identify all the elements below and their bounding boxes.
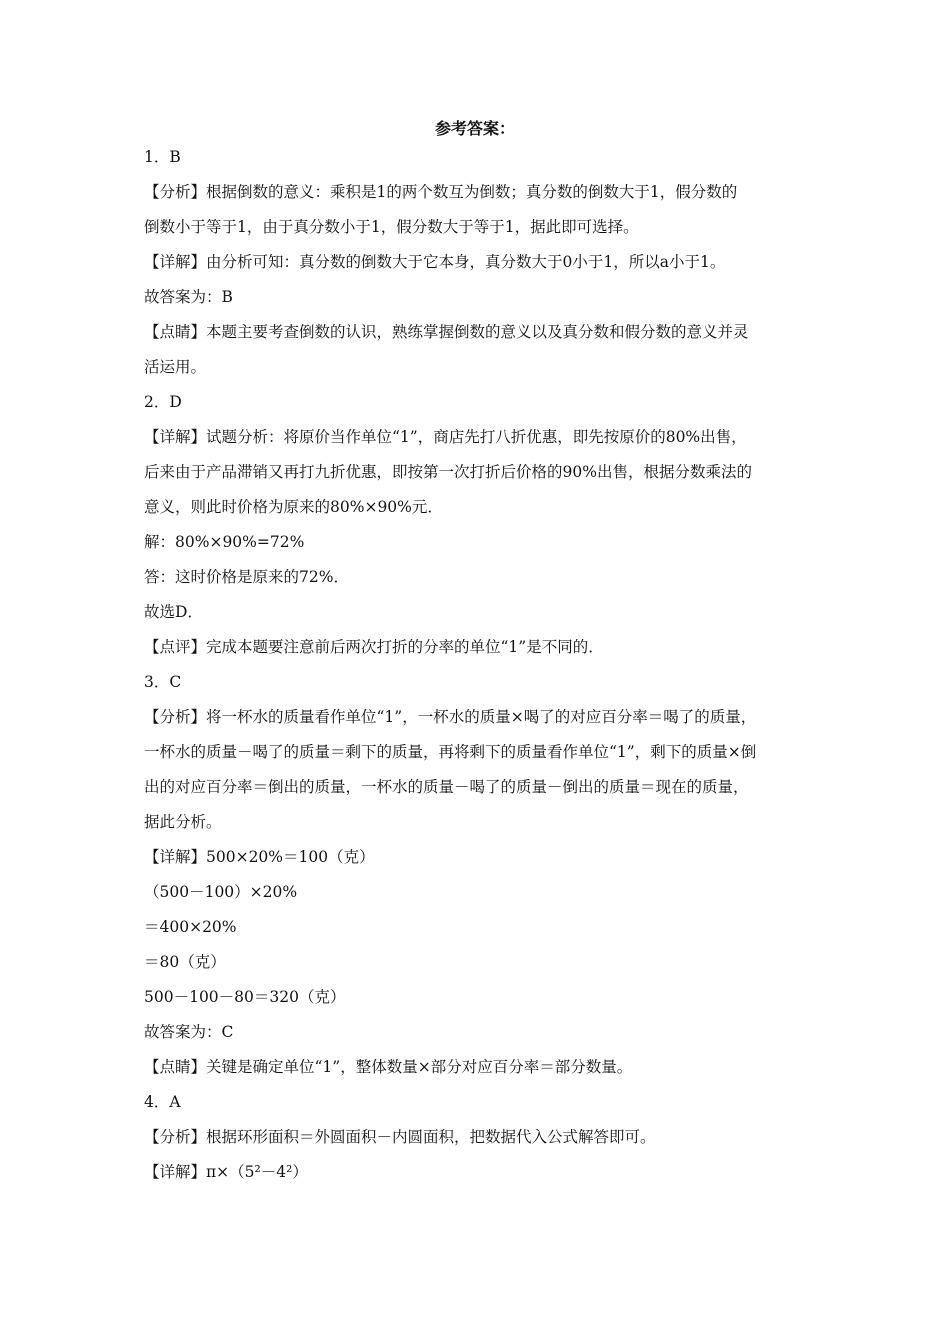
text-line: 【点睛】本题主要考查倒数的认识，熟练掌握倒数的意义以及真分数和假分数的意义并灵 bbox=[144, 323, 749, 341]
text-line: 活运用。 bbox=[144, 358, 207, 376]
text-line: 【点睛】关键是确定单位“1”，整体数量×部分对应百分率＝部分数量。 bbox=[144, 1058, 633, 1076]
text-line: 3．C bbox=[144, 673, 182, 691]
text-line: 【详解】由分析可知：真分数的倒数大于它本身，真分数大于0小于1，所以a小于1。 bbox=[144, 253, 726, 271]
text-line: 【详解】π×（5²－4²） bbox=[144, 1163, 308, 1181]
text-line: 意义，则此时价格为原来的80%×90%元． bbox=[144, 498, 443, 516]
text-line: 出的对应百分率＝倒出的质量，一杯水的质量－喝了的质量－倒出的质量＝现在的质量， bbox=[144, 778, 749, 796]
text-line: 一杯水的质量－喝了的质量＝剩下的质量，再将剩下的质量看作单位“1”，剩下的质量×倒 bbox=[144, 743, 757, 761]
answer-content bbox=[144, 140, 814, 1190]
text-line: 【分析】根据倒数的意义：乘积是1的两个数互为倒数；真分数的倒数大于1，假分数的 bbox=[144, 183, 738, 201]
text-line: 4．A bbox=[144, 1093, 181, 1111]
text-line: 【分析】将一杯水的质量看作单位“1”，一杯水的质量×喝了的对应百分率＝喝了的质量， bbox=[144, 708, 757, 726]
text-line: 据此分析。 bbox=[144, 813, 222, 831]
page-title: 参考答案： bbox=[434, 119, 515, 138]
text-line: 故答案为：C bbox=[144, 1023, 234, 1041]
text-line: 解：80%×90%=72% bbox=[144, 533, 305, 551]
text-line: 倒数小于等于1，由于真分数小于1，假分数大于等于1，据此即可选择。 bbox=[144, 218, 639, 236]
text-line: 【详解】500×20%＝100（克） bbox=[144, 848, 375, 866]
text-line: ＝80（克） bbox=[144, 953, 226, 971]
text-line: 【分析】根据环形面积＝外圆面积－内圆面积，把数据代入公式解答即可。 bbox=[144, 1128, 656, 1146]
text-line: 2．D bbox=[144, 393, 182, 411]
text-line: 故选D． bbox=[144, 603, 203, 621]
text-line: 【点评】完成本题要注意前后两次打折的分率的单位“1”是不同的． bbox=[144, 638, 604, 656]
text-line: 后来由于产品滞销又再打九折优惠，即按第一次打折后价格的90%出售，根据分数乘法的 bbox=[144, 463, 752, 481]
text-line: ＝400×20% bbox=[144, 918, 237, 936]
text-line: 500－100－80＝320（克） bbox=[144, 988, 346, 1006]
text-line: 【详解】试题分析：将原价当作单位“1”，商店先打八折优惠，即先按原价的80%出售， bbox=[144, 428, 747, 446]
text-line: 答：这时价格是原来的72%． bbox=[144, 568, 349, 586]
text-line: 故答案为：B bbox=[144, 288, 233, 306]
text-line: （500－100）×20% bbox=[144, 883, 298, 901]
text-line: 1．B bbox=[144, 148, 181, 166]
